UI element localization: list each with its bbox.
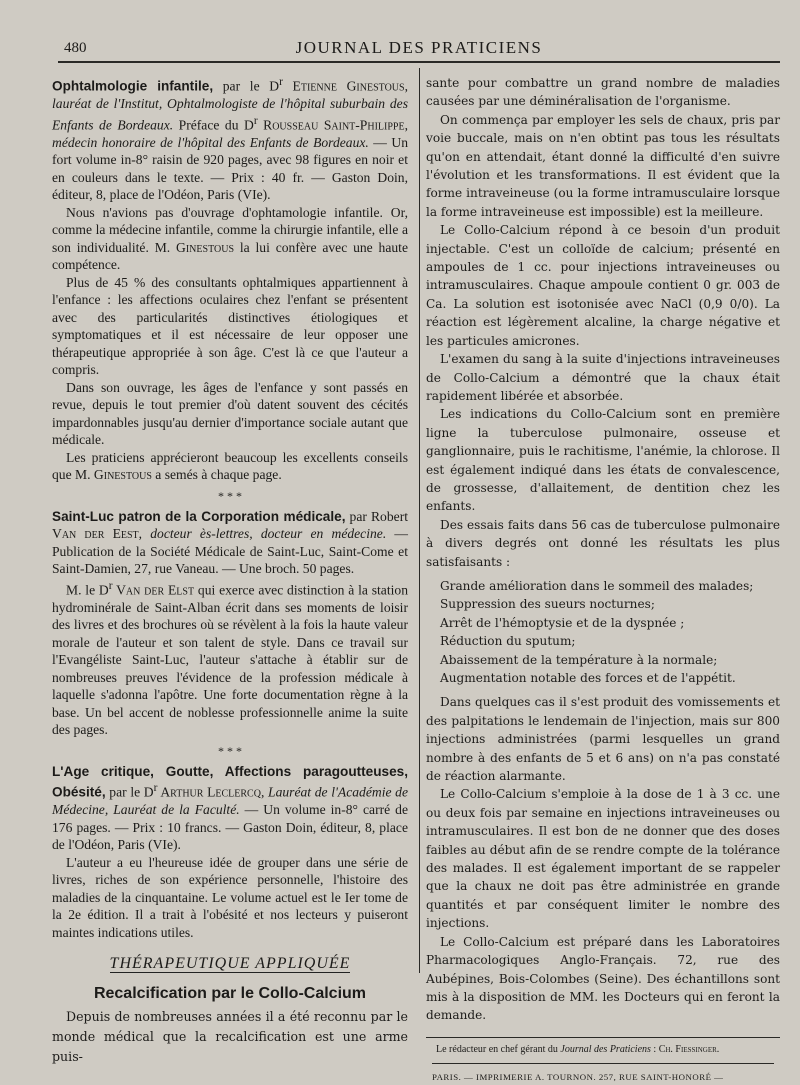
printer-imprint: PARIS. — IMPRIMERIE A. TOURNON. 257, RUE SAINT-HONORÉ —	[432, 1063, 774, 1082]
page-number: 480	[64, 40, 87, 56]
list-item: Augmentation notable des forces et de l'appétit.	[440, 671, 736, 685]
article-paragraph: Le Collo-Calcium s'emploie à la dose de 1 à 3 cc. une ou deux fois par semaine en injections intraveineuses ou intramusculaires. Il est bon de ne donner que des doses faibles au début afin de se rendre compte de la tolérance des malades. Il est également important de se rappeler que la chaux ne doit pas être administrée en grande quantités et par conséquent limiter le nombre des injections.	[426, 787, 780, 931]
review-author: Van der Eest,	[52, 526, 143, 542]
article-paragraph: Les indications du Collo-Calcium sont en première ligne la tuberculose pulmonaire, osseuse et ganglionnaire, puis le rachitisme, l'anémie, la chlorose. Il est également indiqué dans les états de convalescence, de grossesse, d'allaitement, de dentition chez les enfants.	[426, 407, 780, 514]
review-title: Saint-Luc patron de la Corporation médicale,	[52, 508, 346, 524]
article-paragraph: On commença par employer les sels de chaux, pris par voie buccale, mais on n'en obtint pas tous les résultats qu'on en attendait, étant donné la difficulté d'en suivre l'évolution et les transformations. Il est évident que la forme intraveineuse (ou la forme intramusculaire lorsque la forme intraveineuse est impossible) est la meilleure.	[426, 112, 780, 219]
review-paragraph: Dans son ouvrage, les âges de l'enfance y sont passés en revue, depuis le tout premier d'où datent souvent des cécités impardonnables jusqu'au dernier d'importance sociale autant que médicale.	[52, 379, 408, 448]
list-item: Grande amélioration dans le sommeil des malades;	[440, 578, 754, 593]
article-paragraph: sante pour combattre un grand nombre de maladies causées par une déminéralisation de l'organisme.	[426, 76, 780, 109]
article-paragraph: Dans quelques cas il s'est produit des vomissements et des palpitations le lendemain de l'injection, mais sur 800 injections administrées (parmi lesquelles un grand nombre à des enfants de 5 et 6 ans) on n'a pas constaté de réaction alarmante.	[426, 695, 780, 784]
left-column	[52, 74, 408, 1067]
list-item: Arrêt de l'hémoptysie et de la dyspnée ;	[440, 615, 685, 630]
section-title: THÉRAPEUTIQUE APPLIQUÉE	[109, 955, 351, 973]
review-author: Etienne Ginestous,	[282, 78, 408, 94]
review-ophtalmologie-entry: Ophtalmologie infantile, par le $D^r$ Etienne Ginestous, lauréat de l'Institut, Ophtalmologiste de l'hôpital suburbain des Enfants de Bordeaux. Préface du $D^r$ Rousseau Saint-Philippe, médecin honoraire de l'hôpital des Enfants de Bordeaux. — Un fort volume in-8° raisin de 920 pages, avec 98 figures en noir et en couleurs dans le texte. — Prix : 40 fr. — Gaston Doin, éditeur, 8, place de l'Odéon, Paris (VIe).	[52, 76, 408, 203]
review-paragraph: Nous n'avions pas d'ouvrage d'ophtamologie infantile. Or, comme la médecine infantile, comme la chirurgie infantile, elle a son individualité. M. Ginestous la lui confère avec une haute compétence.	[52, 204, 408, 273]
list-item: Abaissement de la température à la normale;	[440, 652, 718, 667]
article-intro: Depuis de nombreuses années il a été reconnu par le monde médical que la recalcification est une arme puis-	[52, 1009, 408, 1065]
footer-rule	[426, 1037, 780, 1038]
page-header	[58, 36, 780, 64]
results-list	[440, 577, 780, 687]
list-item: Réduction du sputum;	[440, 634, 576, 649]
header-rule	[58, 61, 780, 63]
review-saint-luc-entry: Saint-Luc patron de la Corporation médicale, par Robert Van der Eest, docteur ès-lettres, docteur en médecine. — Publication de la Société Médicale de Saint-Luc, Saint-Come et Saint-Damien, 27, rue Vaneau. — Une broch. 50 pages.	[52, 508, 408, 577]
article-paragraph: Des essais faits dans 56 cas de tuberculose pulmonaire à divers degrés ont donné les résultats les plus satisfaisants :	[426, 517, 780, 569]
review-paragraph: L'auteur a eu l'heureuse idée de grouper dans une série de livres, riches de son expérience personnelle, l'histoire des maladies de la cinquantaine. Le volume actuel est le Ier tome de la 2e édition. Il a trait à l'obésité et nos lecteurs y puiseront maintes indications utiles.	[52, 854, 408, 940]
right-column	[426, 74, 780, 1082]
review-author: Arthur Leclercq,	[157, 784, 265, 800]
article-paragraph: L'examen du sang à la suite d'injections intraveineuses de Collo-Calcium a démontré que la chaux était rapidement libérée et absorbée.	[426, 352, 780, 403]
article-paragraph: Le Collo-Calcium est préparé dans les Laboratoires Pharmacologiques Anglo-Français. 72, rue des Aubépines, Bois-Colombes (Seine). Des échantillons sont mis à la disposition de MM. les Docteurs qui en feront la demande.	[426, 934, 780, 1023]
section-separator: * * *	[218, 488, 242, 503]
journal-title: JOURNAL DES PRATICIENS	[295, 38, 543, 57]
review-title: L'Age critique, Goutte, Affections paragoutteuses, Obésité,	[52, 763, 408, 800]
review-paragraph: Plus de 45 % des consultants ophtalmiques appartiennent à l'enfance : les affections oculaires chez l'enfant se présentent avec des particularités distinctives étiologiques et symptomatiques et il est nécessaire de leur opposer une thérapeutique appropriée à son âge. C'est là ce que l'auteur a compris.	[52, 274, 408, 378]
column-divider	[419, 68, 420, 973]
section-separator: * * *	[218, 743, 242, 758]
review-paragraph: M. le $D^r$ Van der Elst qui exerce avec distinction à la station hydrominérale de Saint-Alban écrit dans ses moments de loisir des livres et des brochures où se révèlent à la fois la haute valeur morale de l'auteur et son talent de style. Dans ce travail sur l'Evangéliste Saint-Luc, l'auteur s'attache à établir sur de nombreuses preuves l'évidence de la profession médicale à laquelle s'adonna l'apôtre. Une forte documentation règne à la base. Un bel accent de noblesse professionnelle anime la suite des pages.	[52, 579, 408, 738]
review-title: Ophtalmologie infantile,	[52, 78, 214, 94]
editor-credit: Le rédacteur en chef gérant du Journal des Praticiens : Ch. Fiessinger.	[436, 1043, 720, 1055]
article-paragraph: Le Collo-Calcium répond à ce besoin d'un produit injectable. C'est un colloïde de calcium; présenté en ampoules de 1 cc. pour injections intraveineuses ou intramusculaires. Chaque ampoule contient 0 gr. 003 de Ca. La solution est isotonisée avec NaCl (0,9 0/0). La réaction est légèrement alcaline, la charge négative et les particules amicrones.	[426, 223, 780, 348]
article-title: Recalcification par le Collo-Calcium	[93, 985, 367, 1003]
review-age-critique-entry: L'Age critique, Goutte, Affections paragoutteuses, Obésité, par le $D^r$ Arthur Leclercq, Lauréat de l'Académie de Médecine, Lauréat de la Faculté. — Un volume in-8° carré de 176 pages. — Prix : 10 francs. — Gaston Doin, éditeur, 8, place de l'Odéon, Paris (VIe).	[52, 763, 408, 853]
list-item: Suppression des sueurs nocturnes;	[440, 597, 655, 612]
review-paragraph: Les praticiens apprécieront beaucoup les excellents conseils que M. Ginestous a semés à chaque page.	[52, 449, 408, 483]
